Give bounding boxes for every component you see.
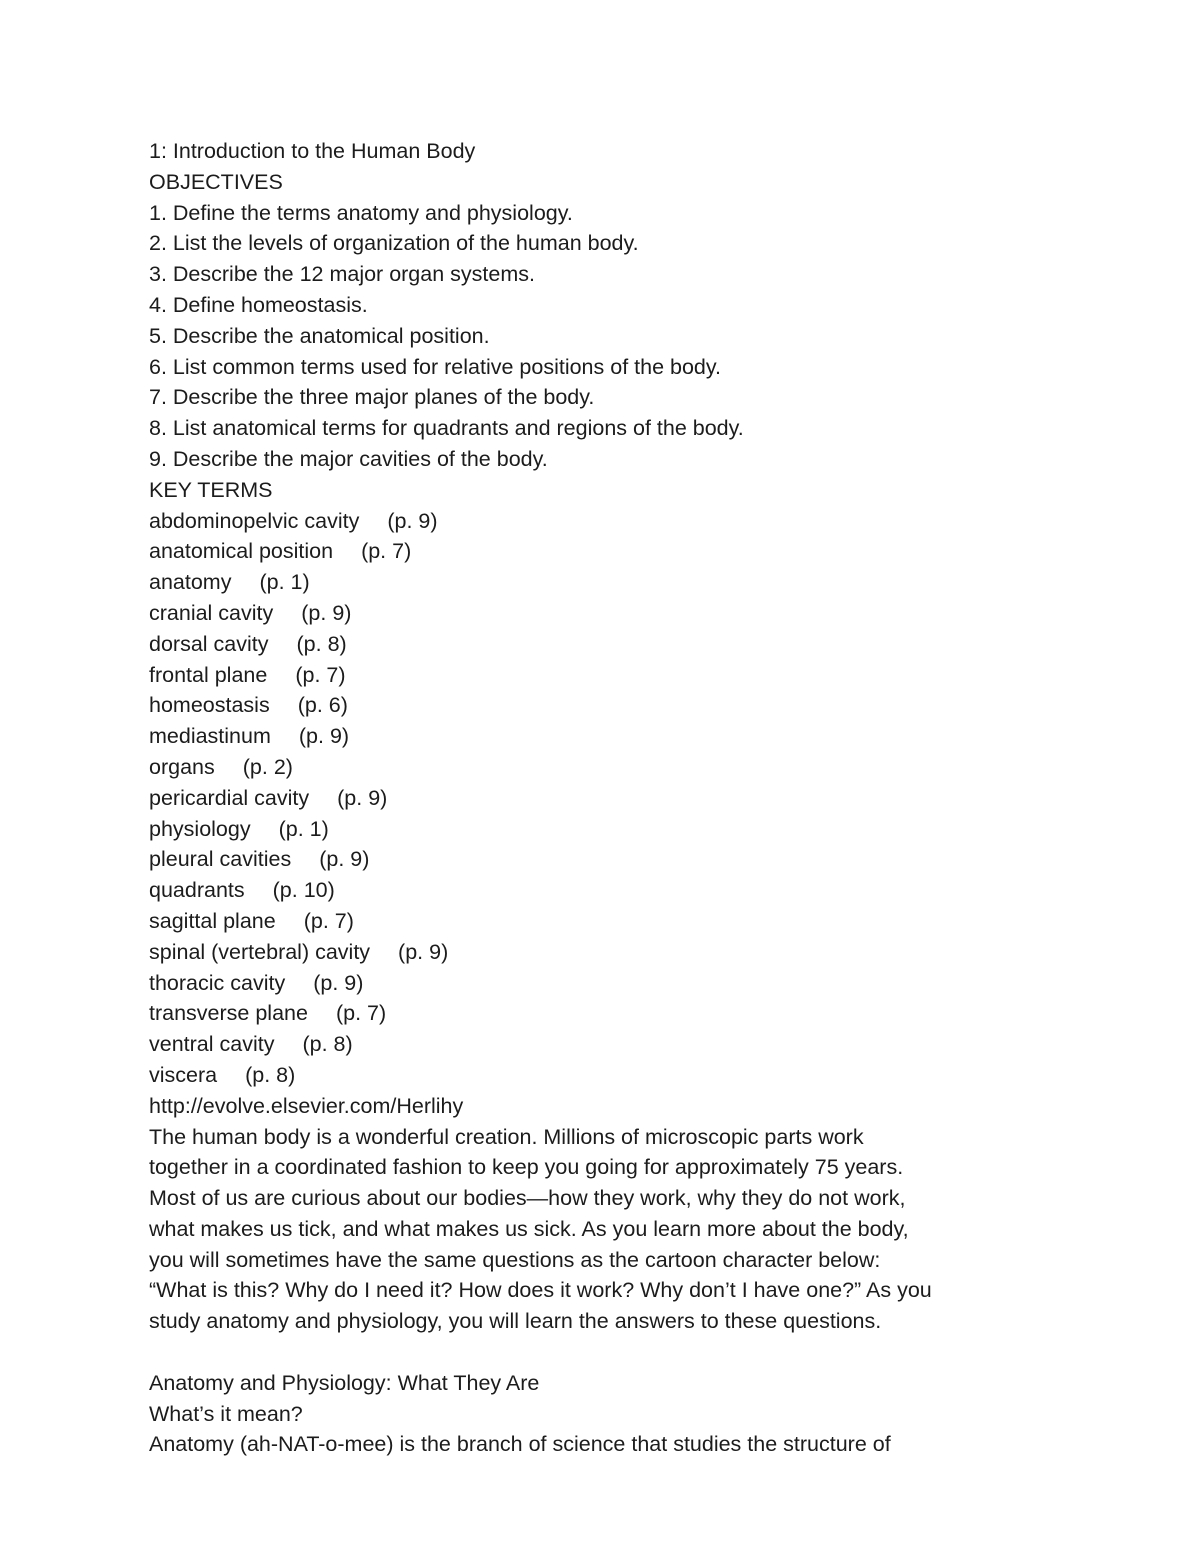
key-term-item	[149, 844, 1069, 875]
key-term: thoracic cavity	[149, 970, 286, 995]
paragraph-line: The human body is a wonderful creation. Millions of microscopic parts work	[149, 1124, 864, 1149]
resource-url: http://evolve.elsevier.com/Herlihy	[149, 1093, 464, 1118]
key-term-item	[149, 598, 1069, 629]
objective-item: 4. Define homeostasis.	[149, 292, 368, 317]
key-term-item	[149, 1029, 1069, 1060]
key-term-page: (p. 7)	[361, 539, 412, 564]
objective-item: 7. Describe the three major planes of the body.	[149, 385, 595, 410]
key-terms-list	[149, 506, 1069, 1091]
key-term-item	[149, 629, 1069, 660]
key-term-page: (p. 1)	[278, 816, 329, 841]
key-term: pleural cavities	[149, 847, 292, 872]
objective-item: 3. Describe the 12 major organ systems.	[149, 262, 535, 287]
key-term: physiology	[149, 816, 251, 841]
key-term-item	[149, 814, 1069, 845]
objectives-list	[149, 198, 1069, 475]
key-term: viscera	[149, 1062, 218, 1087]
key-term-page: (p. 9)	[387, 508, 438, 533]
section-heading: Anatomy and Physiology: What They Are	[149, 1370, 540, 1395]
key-term-item	[149, 660, 1069, 691]
key-term-page: (p. 9)	[398, 939, 449, 964]
key-term: anatomical position	[149, 539, 334, 564]
key-term-item	[149, 536, 1069, 567]
key-term-page: (p. 9)	[301, 600, 352, 625]
paragraph-line: “What is this? Why do I need it? How does it work? Why don’t I have one?” As you	[149, 1278, 932, 1303]
intro-paragraph	[149, 1122, 1069, 1338]
key-term-page: (p. 2)	[242, 754, 293, 779]
key-term: mediastinum	[149, 724, 271, 749]
key-term-item	[149, 752, 1069, 783]
key-term-item	[149, 937, 1069, 968]
objective-item: 2. List the levels of organization of the human body.	[149, 231, 639, 256]
key-term-page: (p. 9)	[319, 847, 370, 872]
paragraph-line: you will sometimes have the same questions as the cartoon character below:	[149, 1247, 881, 1272]
key-term-item	[149, 690, 1069, 721]
key-term-item	[149, 875, 1069, 906]
key-terms-heading: KEY TERMS	[149, 477, 273, 502]
key-term-page: (p. 7)	[295, 662, 346, 687]
paragraph-line: together in a coordinated fashion to keep you going for approximately 75 years.	[149, 1155, 904, 1180]
key-term: organs	[149, 754, 215, 779]
key-term-item	[149, 968, 1069, 999]
key-term: ventral cavity	[149, 1032, 275, 1057]
key-term-page: (p. 1)	[259, 570, 310, 595]
key-term: pericardial cavity	[149, 785, 310, 810]
key-term-page: (p. 8)	[296, 631, 347, 656]
objective-item: 8. List anatomical terms for quadrants and regions of the body.	[149, 416, 744, 441]
document-text	[149, 136, 1069, 1460]
key-term-item	[149, 506, 1069, 537]
key-term: homeostasis	[149, 693, 270, 718]
key-term: frontal plane	[149, 662, 268, 687]
key-term-item	[149, 783, 1069, 814]
key-term: quadrants	[149, 878, 245, 903]
key-term-page: (p. 8)	[302, 1032, 353, 1057]
paragraph-line: Most of us are curious about our bodies—how they work, why they do not work,	[149, 1186, 906, 1211]
objective-item: 1. Define the terms anatomy and physiology.	[149, 200, 573, 225]
key-term-item	[149, 998, 1069, 1029]
objectives-heading: OBJECTIVES	[149, 169, 283, 194]
key-term: spinal (vertebral) cavity	[149, 939, 371, 964]
key-term-item	[149, 567, 1069, 598]
key-term-page: (p. 7)	[303, 908, 354, 933]
key-term-page: (p. 8)	[245, 1062, 296, 1087]
key-term: sagittal plane	[149, 908, 276, 933]
paragraph-line: what makes us tick, and what makes us sick. As you learn more about the body,	[149, 1216, 909, 1241]
key-term: cranial cavity	[149, 600, 274, 625]
key-term: anatomy	[149, 570, 232, 595]
subheading: What’s it mean?	[149, 1401, 303, 1426]
objective-item: 6. List common terms used for relative positions of the body.	[149, 354, 722, 379]
key-term-item	[149, 906, 1069, 937]
objective-item: 9. Describe the major cavities of the body.	[149, 446, 548, 471]
key-term-page: (p. 9)	[298, 724, 350, 749]
objective-item: 5. Describe the anatomical position.	[149, 323, 490, 348]
chapter-title: 1: Introduction to the Human Body	[149, 139, 476, 163]
key-term: dorsal cavity	[149, 631, 269, 656]
paragraph-line: Anatomy (ah-NAT-o-mee) is the branch of science that studies the structure of	[149, 1432, 891, 1457]
key-term-page: (p. 9)	[337, 785, 388, 810]
key-term-page: (p. 10)	[272, 878, 335, 903]
key-term: abdominopelvic cavity	[149, 508, 360, 533]
paragraph-line: study anatomy and physiology, you will learn the answers to these questions.	[149, 1309, 882, 1334]
key-term-item	[149, 721, 1069, 752]
key-term: transverse plane	[149, 1001, 308, 1026]
blank-line	[149, 1337, 1069, 1368]
key-term-page: (p. 9)	[313, 970, 364, 995]
key-term-page: (p. 6)	[297, 693, 348, 718]
key-term-item	[149, 1060, 1069, 1091]
key-term-page: (p. 7)	[335, 1001, 387, 1026]
